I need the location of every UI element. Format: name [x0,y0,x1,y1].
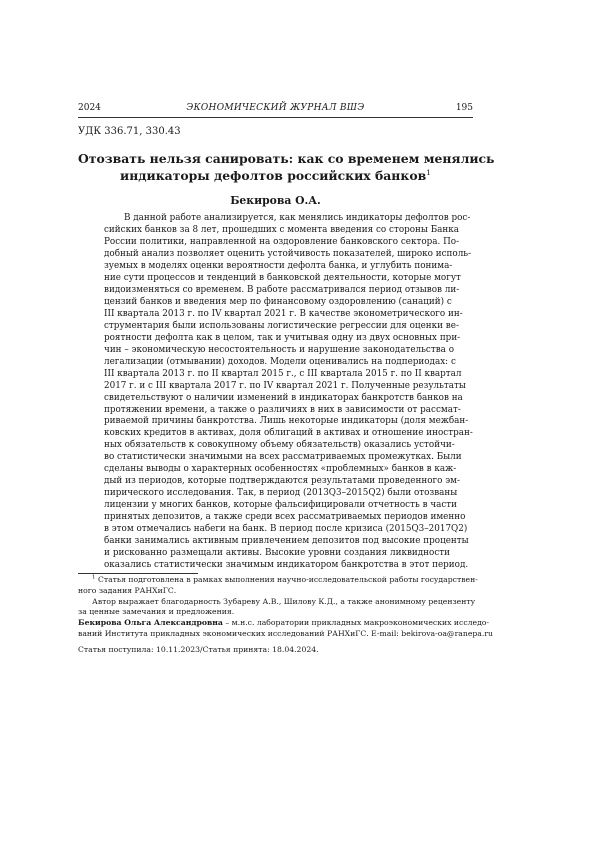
footnote-mark: 1 [92,574,96,581]
footnote-line-2: ного задания РАНХиГС. [78,585,177,595]
abstract-line: лицензии у многих банков, которые фальсифицировали отчетность в части [104,500,458,511]
abstract-line: ковских кредитов в активах, доля облигаций в активах и отношение иностран- [104,428,473,439]
abstract-line: зуемых в моделях оценки вероятности дефолта банка, и углубить понима- [104,260,453,271]
article-title [78,150,495,184]
abstract-line: во статистически значимыми на всех рассматриваемых промежутках. Были [104,452,462,463]
abstract-line: чин – экономическую несостоятельность и нарушение законодательства о [104,344,454,355]
header-page-number: 195 [455,103,473,113]
abstract-line: пирического исследования. Так, в период (2013Q3–2015Q2) были отозваны [104,488,458,499]
abstract-line: принятых депозитов, а также среди всех рассматриваемых периодов именно [104,512,466,523]
abstract-line: III квартала 2013 г. по II квартал 2015 г., с III квартала 2015 г. по II квартал [104,368,462,379]
title-line-2-text: индикаторы дефолтов российских банков [120,168,427,183]
author-info-position: – м.н.с. лаборатории прикладных макроэкономических исследо- [222,618,490,628]
abstract-line: протяжении времени, а также о различиях в них в зависимости от рассмат- [104,404,461,415]
abstract-line: В данной работе анализируется, как менялись индикаторы дефолтов рос- [124,213,471,223]
acknowledgement-line-2: за ценные замечания и предложения. [78,607,235,617]
footnotes [78,574,493,640]
author-info-line-1 [78,618,490,629]
abstract-line: сийских банков за 8 лет, прошедших с момента введения со стороны Банка [104,224,460,235]
abstract-line: видоизменяться со временем. В работе рассматривался период отзывов ли- [104,284,460,295]
author-info-name: Бекирова Ольга Александровна [78,618,223,628]
abstract-line: риваемой причины банкротства. Лишь некоторые индикаторы (доля межбан- [104,416,469,427]
footnote-text-1: Статья подготовлена в рамках выполнения научно-исследовательской работы государствен- [97,575,478,584]
abstract-line: в этом отмечались набеги на банк. В период после кризиса (2015Q3–2017Q2) [104,524,468,535]
abstract-line: 2017 г. и с III квартала 2017 г. по IV квартал 2021 г. Полученные результаты [104,380,466,391]
abstract-line: добный анализ позволяет оценить устойчивость показателей, широко исполь- [104,248,472,259]
received-accepted-dates: Статья поступила: 10.11.2023/Статья принята: 18.04.2024. [78,645,319,654]
abstract-line: России политики, направленной на оздоровление банковского сектора. По- [104,236,460,247]
abstract-line: роятности дефолта как в целом, так и учитывая одну из двух основных при- [104,332,461,343]
udk-code: УДК 336.71, 330.43 [78,126,181,137]
article-author: Бекирова О.А. [230,194,321,207]
abstract-line: легализации (отмывании) доходов. Модели оценивались на подпериодах: с [104,356,456,367]
title-line-1: Отозвать нельзя санировать: как со временем менялись [78,151,495,166]
acknowledgement-line-1: Автор выражает благодарность Зубареву А.В., Шилову К.Д., а также анонимному рецензенту [92,596,476,606]
title-footnote-mark: 1 [426,167,431,177]
title-line-2 [78,167,473,184]
footnote-line-1 [78,574,478,586]
abstract-line: оказались статистически значимым индикатором банкротства в этот период. [104,560,469,571]
header-rule [78,117,473,118]
running-head [78,101,473,115]
abstract-line: дый из периодов, которые подтверждаются результатами проведенного эм- [104,476,460,487]
author-info-line-2: ваний Института прикладных экономических исследований РАНХиГС. E-mail: bekirova-oa@ranepa.ru [78,628,493,638]
abstract [104,213,473,572]
abstract-line: свидетельствуют о наличии изменений в индикаторах банкротств банков на [104,392,463,403]
header-year: 2024 [78,103,101,113]
header-journal-name: ЭКОНОМИЧЕСКИЙ ЖУРНАЛ ВШЭ [186,103,365,113]
abstract-line: ние сути процессов и тенденций в банковской деятельности, которые могут [104,272,461,283]
abstract-line: и рискованно размещали активы. Высокие уровни создания ликвидности [104,548,450,559]
abstract-line: струментария были использованы логистические регрессии для оценки ве- [104,320,459,331]
abstract-line: банки занимались активным привлечением депозитов под высокие проценты [104,536,469,547]
footnote-rule [78,573,198,574]
abstract-line: ных обязательств к совокупному объему обязательств) оказались устойчи- [104,440,455,451]
abstract-line: цензий банков и введения мер по финансовому оздоровлению (санаций) с [104,296,452,307]
abstract-line: сделаны выводы о характерных особенностях «проблемных» банков в каж- [104,464,457,475]
abstract-line: III квартала 2013 г. по IV квартал 2021 г. В качестве эконометрического ин- [104,308,463,319]
